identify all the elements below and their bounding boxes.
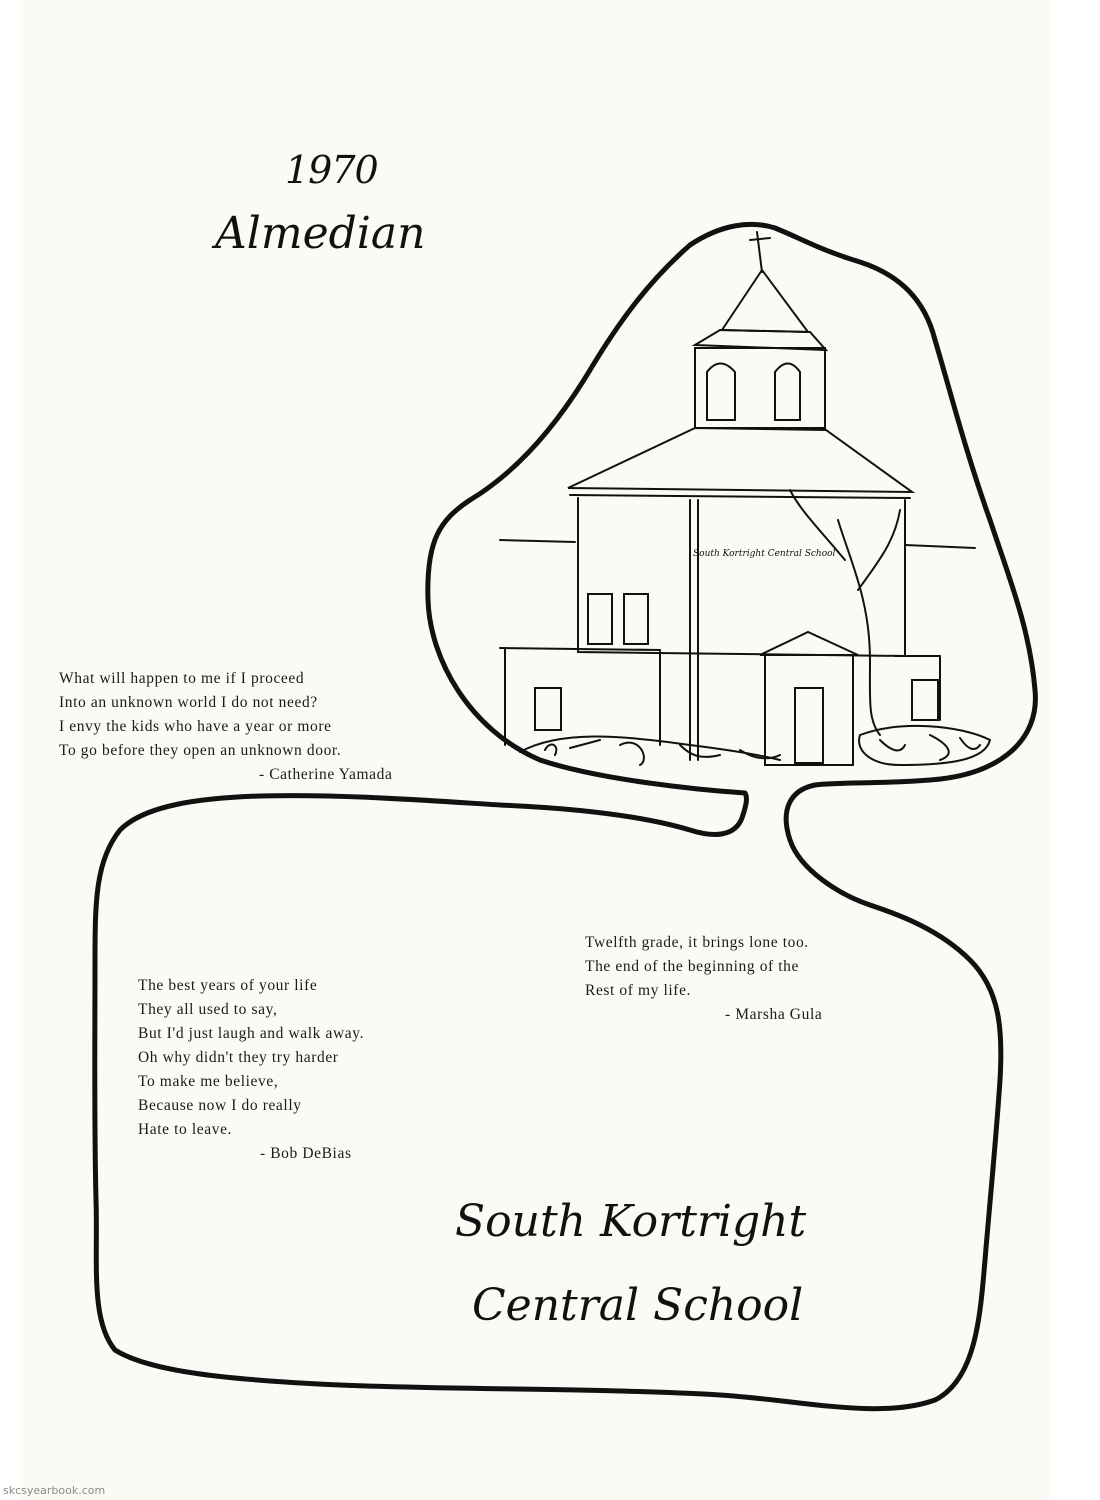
yearbook-year: 1970 <box>285 148 378 192</box>
school-building-drawing <box>500 232 990 765</box>
poem-line: Into an unknown world I do not need? <box>59 694 318 711</box>
poem-line: What will happen to me if I proceed <box>59 670 305 687</box>
poem-line: I envy the kids who have a year or more <box>59 718 332 735</box>
school-name-line1: South Kortright <box>455 1196 807 1247</box>
poem-line: To go before they open an unknown door. <box>59 742 342 759</box>
poem-line: Hate to leave. <box>138 1121 233 1138</box>
poem-bob-debias <box>138 974 364 1166</box>
poem-author: - Catherine Yamada <box>259 766 393 783</box>
poem-line: To make me believe, <box>138 1073 279 1090</box>
poem-author: - Marsha Gula <box>725 1006 823 1023</box>
yearbook-title: Almedian <box>215 208 426 259</box>
school-name-line2: Central School <box>472 1280 804 1331</box>
poem-line: They all used to say, <box>138 1001 278 1018</box>
poem-marsha-gula <box>585 931 822 1027</box>
poem-line: Twelfth grade, it brings lone too. <box>585 934 809 951</box>
poem-line: The best years of your life <box>138 977 318 994</box>
poem-catherine-yamada <box>59 667 392 787</box>
poem-line: But I'd just laugh and walk away. <box>138 1025 365 1042</box>
poem-line: Rest of my life. <box>585 982 692 999</box>
building-sign: South Kortright Central School <box>693 549 836 559</box>
poem-line: Because now I do really <box>138 1097 302 1114</box>
watermark: skcsyearbook.com <box>3 1484 106 1497</box>
poem-author: - Bob DeBias <box>260 1145 352 1162</box>
poem-line: Oh why didn't they try harder <box>138 1049 339 1066</box>
poem-line: The end of the beginning of the <box>585 958 800 975</box>
